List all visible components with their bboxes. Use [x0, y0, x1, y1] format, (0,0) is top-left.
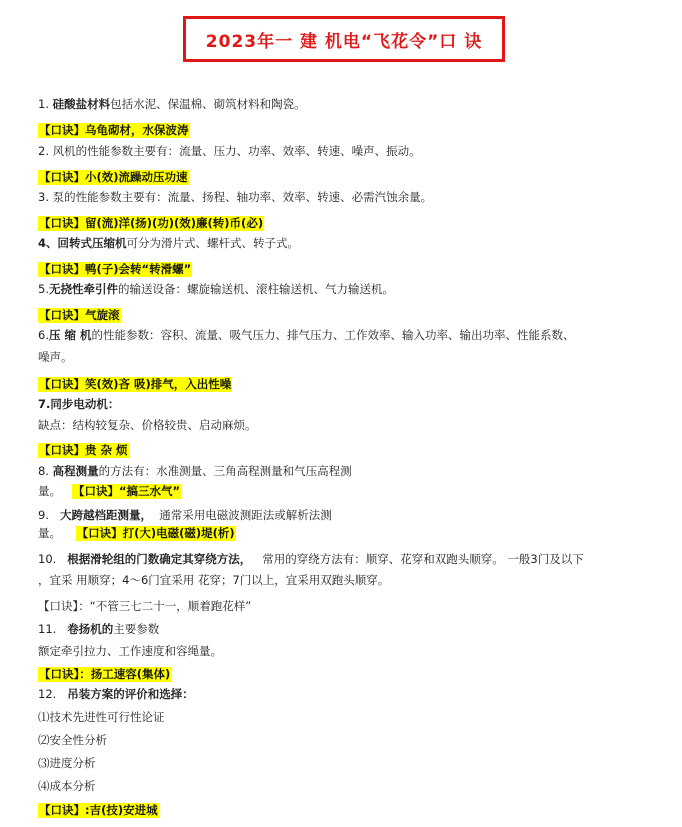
item-4 [38, 235, 668, 251]
item-term: 根据滑轮组的门数确定其穿绕方法， [67, 552, 252, 566]
mnemonic-4 [38, 258, 668, 277]
item-text-continued: 额定牵引拉力、工作速度和容绳量。 [38, 644, 222, 658]
item-term: 硅酸盐材料 [52, 97, 111, 111]
item-8 [38, 463, 668, 499]
list-item: ⑴技术先进性可行性论证 [38, 710, 165, 724]
item-text: 的性能参数：容积、流量、吸气压力、排气压力、工作效率、输入功率、输出功率、性能系数、 [91, 328, 575, 342]
item-term: 吊装方案的评价和选择： [67, 687, 194, 701]
item-number: 4、 [38, 236, 58, 250]
item-text-continued: 量。 [38, 484, 61, 498]
list-item: ⑶进度分析 [38, 756, 96, 770]
item-text: 主要参数 [113, 622, 160, 636]
item-text: 的方法有：水准测量、三角高程测量和气压高程测 [98, 464, 352, 478]
item-number: 5. [38, 282, 49, 296]
item-11 [38, 621, 668, 659]
mnemonic-5 [38, 304, 668, 323]
item-number: 11. [38, 622, 57, 636]
item-term: 高程测量 [52, 464, 99, 478]
item-text: 通常采用电磁波测距法或解析法测 [159, 508, 332, 522]
item-5 [38, 281, 668, 297]
mnemonic-2 [38, 166, 668, 185]
mnemonic-12 [38, 799, 668, 818]
item-heading: 7.同步电动机： [38, 397, 120, 411]
item-text-continued: ，宜采 用顺穿；4～6门宜采用 花穿；7门以上，宜采用双跑头顺穿。 [38, 573, 390, 587]
title-box [183, 16, 505, 62]
item-2 [38, 143, 668, 159]
item-number: 12. [38, 687, 57, 701]
list-item: ⑷成本分析 [38, 779, 96, 793]
mnemonic-text: 【口诀】留(流)洋(扬)(功)(效)廉(转)币(必) [39, 216, 264, 230]
item-6 [38, 327, 668, 365]
mnemonic-text: 【口诀】“搞三水气” [72, 484, 181, 498]
item-number: 6. [38, 328, 49, 342]
mnemonic-10 [38, 598, 668, 614]
item-12 [38, 686, 668, 794]
item-text: 可分为滑片式、螺杆式、转子式。 [126, 236, 300, 250]
item-term: 无挠性牵引件 [48, 282, 118, 296]
item-text: 常用的穿绕方法有：顺穿、花穿和双跑头顺穿。 一般3门及以下 [262, 552, 584, 566]
item-7 [38, 396, 668, 433]
mnemonic-3 [38, 212, 668, 231]
mnemonic-11 [38, 663, 668, 682]
mnemonic-text: 【口诀】：扬工速容(集体) [39, 667, 171, 681]
item-9 [38, 507, 668, 541]
item-text: 缺点：结构较复杂、价格较贵、启动麻烦。 [38, 418, 257, 432]
item-term: 大跨越档距测量， [59, 508, 152, 522]
item-3 [38, 189, 668, 205]
mnemonic-text: 【口诀】：“不管三七二十一，顺着跑花样” [38, 599, 252, 613]
item-text-continued: 量。 [38, 526, 61, 540]
item-text: 的输送设备：螺旋输送机、滚柱输送机、气力输送机。 [117, 282, 394, 296]
item-number: 9. [38, 508, 49, 522]
item-1 [38, 96, 668, 112]
item-term: 卷扬机的 [67, 622, 114, 636]
mnemonic-1 [38, 119, 668, 138]
mnemonic-text: 【口诀】鸭(子)会转“转滑螺” [39, 262, 192, 276]
list-item: ⑵安全性分析 [38, 733, 107, 747]
mnemonic-text: 【口诀】笑(效)吝 吸)排气，入出性噪 [39, 377, 232, 391]
mnemonic-text: 【口诀】小(效)流躁动压功速 [39, 170, 188, 184]
mnemonic-7 [38, 439, 668, 458]
item-term: 压 缩 机 [48, 328, 92, 342]
item-text: 3. 泵的性能参数主要有：流量、扬程、轴功率、效率、转速、必需汽蚀余量。 [38, 190, 433, 204]
mnemonic-6 [38, 373, 668, 392]
mnemonic-text: 【口诀】气旋滚 [39, 308, 120, 322]
item-number: 8. [38, 464, 49, 478]
mnemonic-text: 【口诀】乌龟砌材，水保波涛 [39, 123, 189, 137]
document-title: 2023年一 建 机电“飞花令”口 诀 [205, 31, 483, 52]
item-text-continued: 噪声。 [38, 350, 73, 364]
mnemonic-text: 【口诀】:吉(技)安进城 [39, 803, 158, 817]
mnemonic-text: 【口诀】贵 杂 烦 [39, 443, 128, 457]
item-text: 2. 风机的性能参数主要有：流量、压力、功率、效率、转速、噪声、振动。 [38, 144, 421, 158]
item-term: 回转式压缩机 [57, 236, 127, 250]
mnemonic-text: 【口诀】打(大)电磁(磁)堤(析) [76, 526, 235, 540]
item-10 [38, 551, 668, 588]
item-number: 10. [38, 552, 57, 566]
item-text: 包括水泥、保温棉、砌筑材料和陶瓷。 [110, 97, 306, 111]
item-number: 1. [38, 97, 49, 111]
